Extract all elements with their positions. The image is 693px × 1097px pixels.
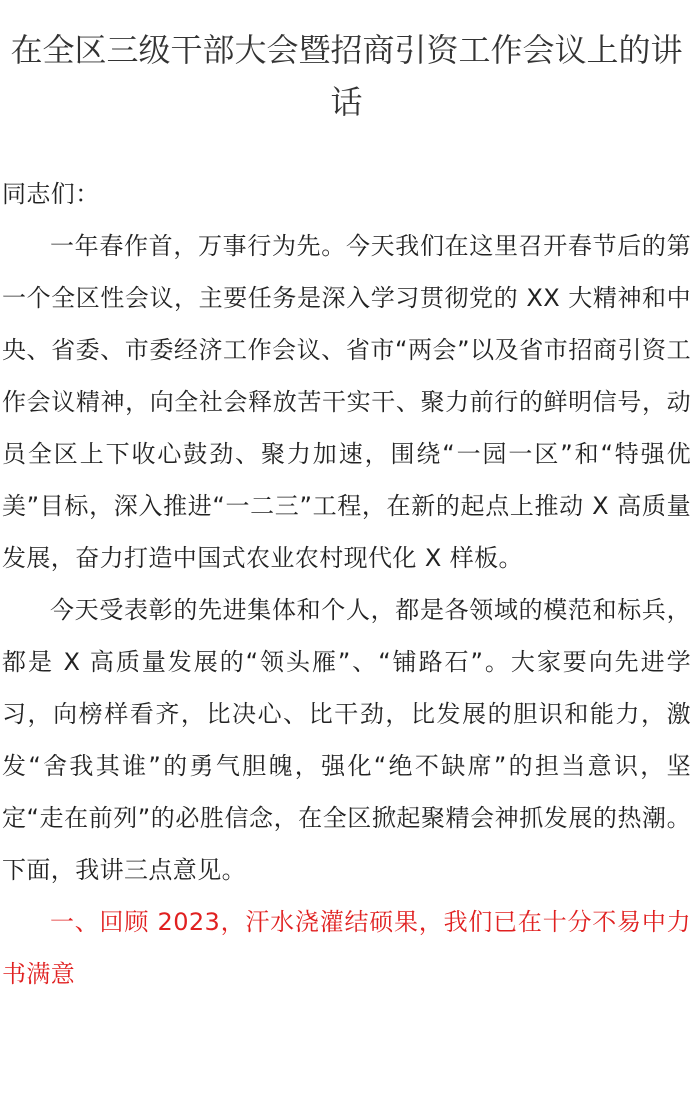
salutation: 同志们：: [2, 180, 100, 208]
document-body: [2, 168, 691, 1000]
paragraph-opening: 一年春作首，万事行为先。今天我们在这里召开春节后的第一个全区性会议，主要任务是深入学习贯彻党的 XX 大精神和中央、省委、市委经济工作会议、省市“两会”以及省市招商引资工作会议精神，向全社会释放苦干实干、聚力前行的鲜明信号，动员全区上下收心鼓劲、聚力加速，围绕“一园一区”和“特强优美”目标，深入推进“一二三”工程，在新的起点上推动 X 高质量发展，奋力打造中国式农业农村现代化 X 样板。: [2, 232, 691, 572]
paragraph-commendation: 今天受表彰的先进集体和个人，都是各领域的模范和标兵，都是 X 高质量发展的“领头雁”、“铺路石”。大家要向先进学习，向榜样看齐，比决心、比干劲，比发展的胆识和能力，激发“舍我其谁”的勇气胆魄，强化“绝不缺席”的担当意识，坚定“走在前列”的必胜信念，在全区掀起聚精会神抓发展的热潮。下面，我讲三点意见。: [2, 596, 691, 884]
section-heading: 一、回顾 2023，汗水浇灌结硕果，我们已在十分不易中力书满意: [2, 908, 691, 988]
document-title: 在全区三级干部大会暨招商引资工作会议上的讲话: [10, 31, 683, 121]
